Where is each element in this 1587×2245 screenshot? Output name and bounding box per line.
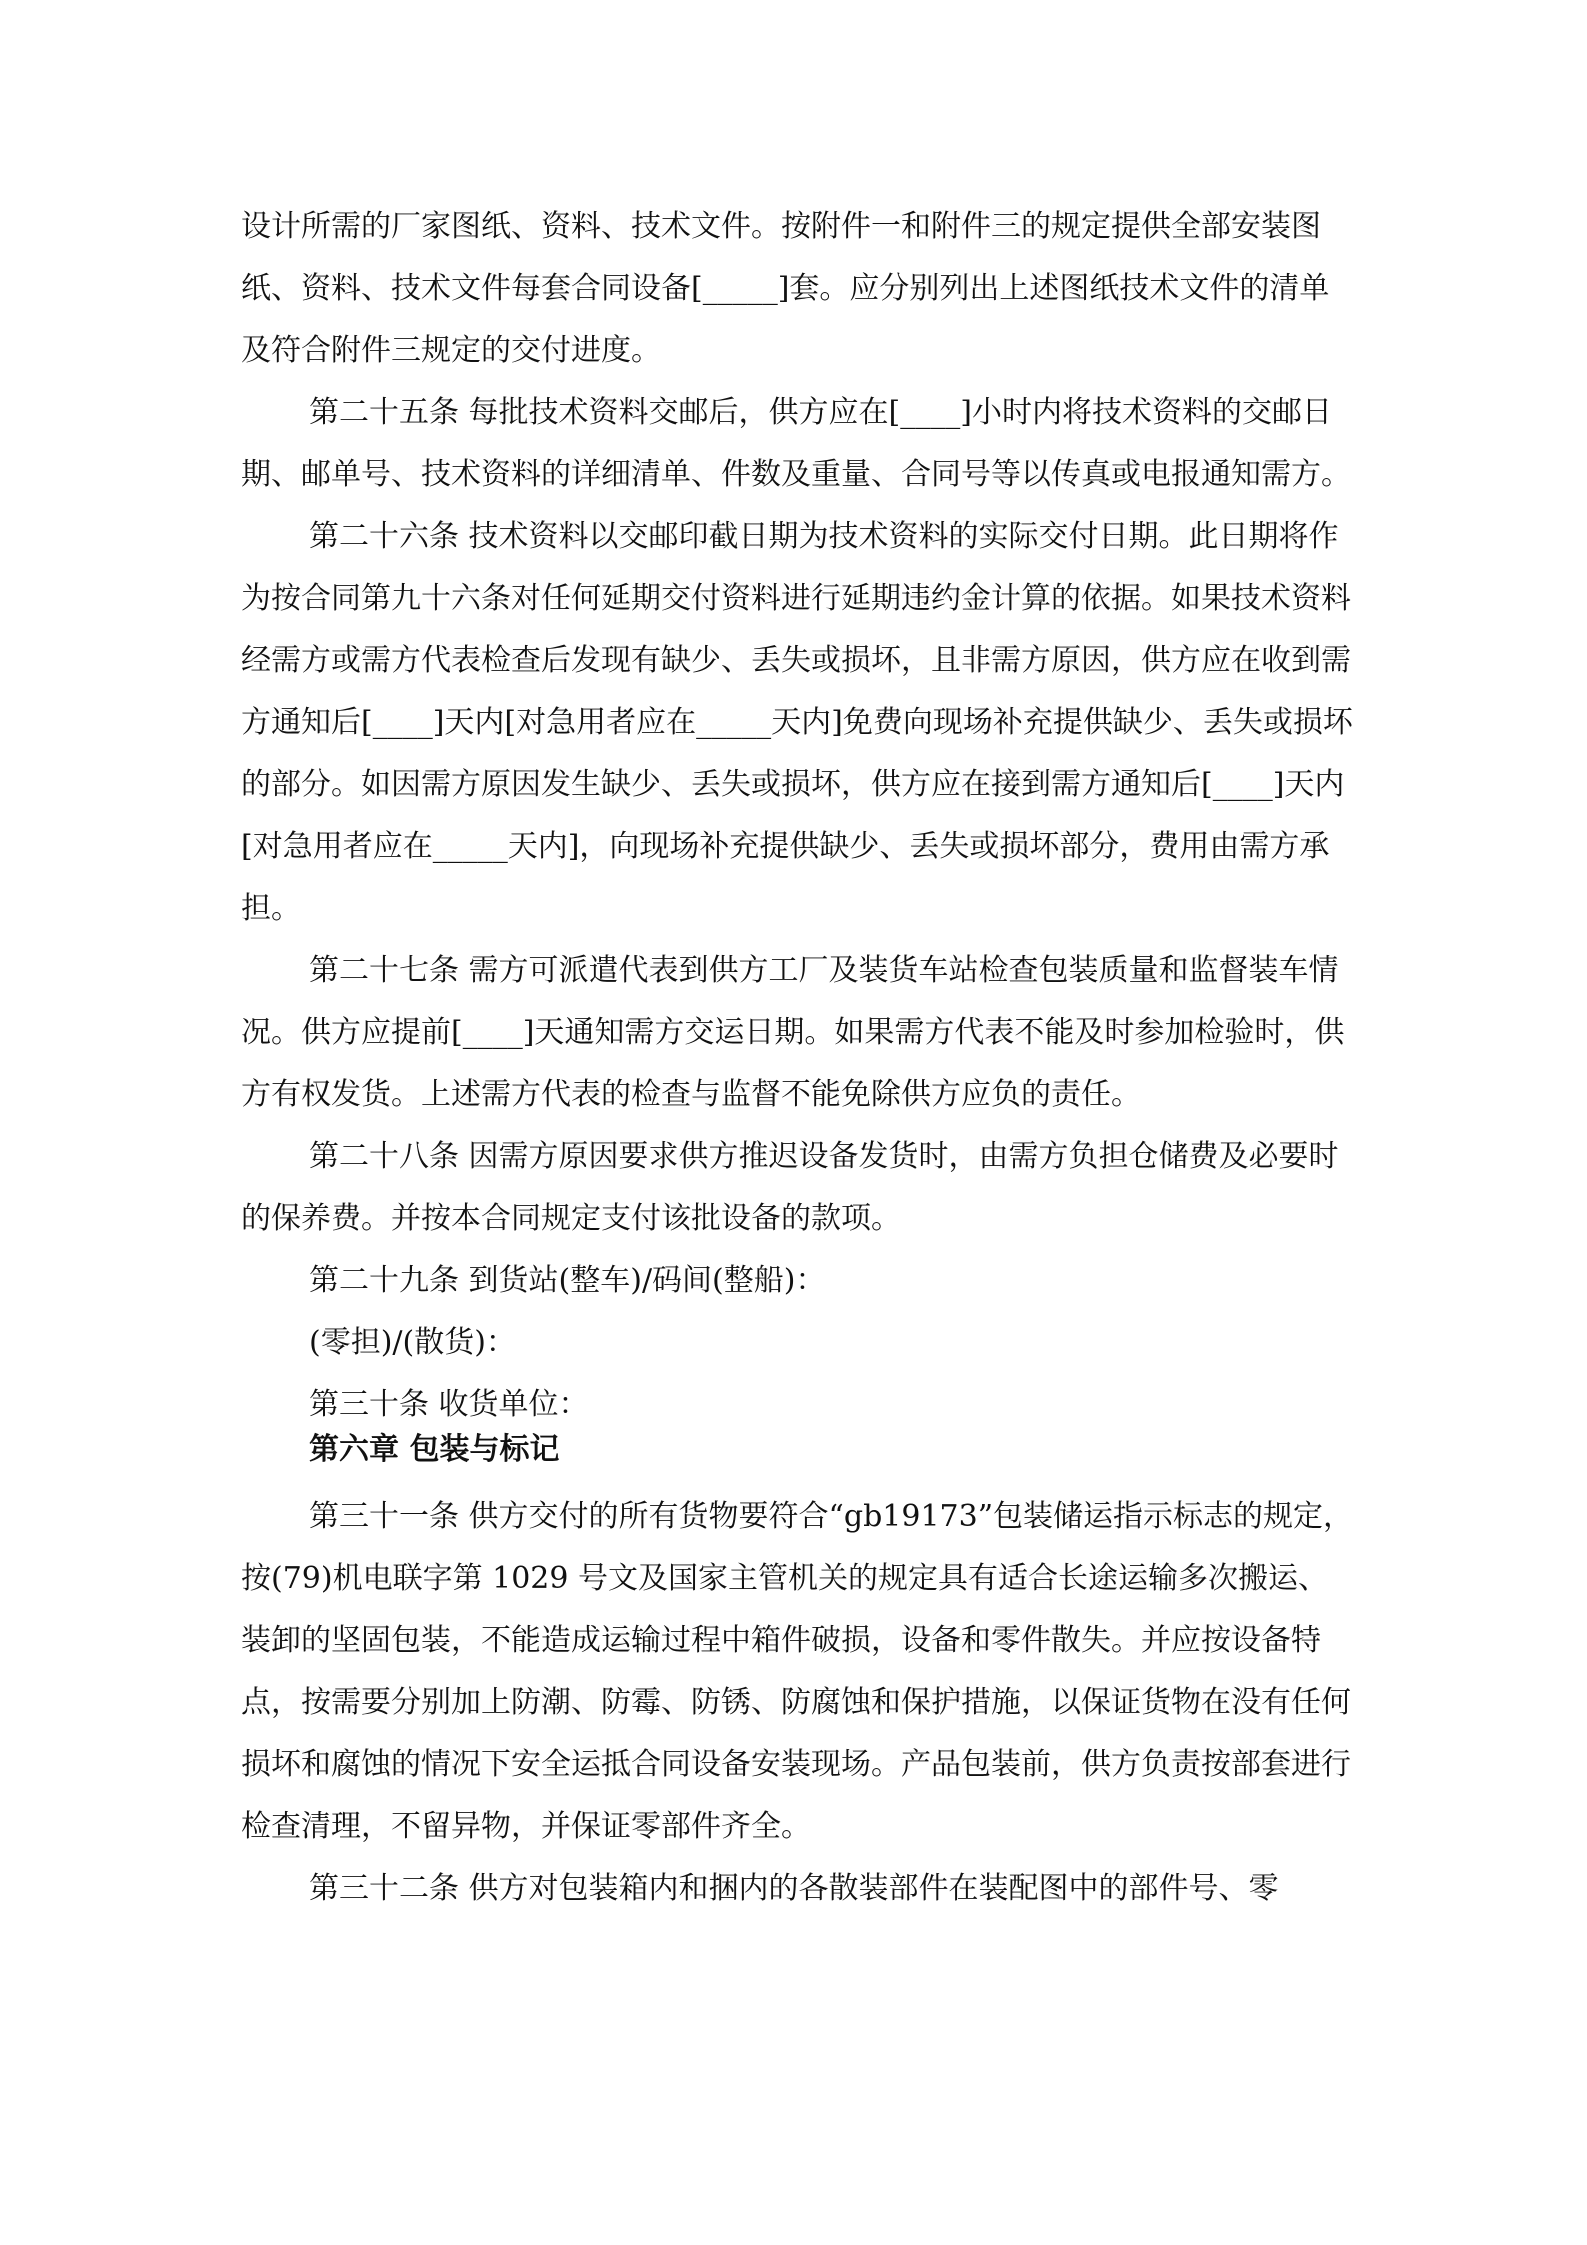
article-29-subline: (零担)/(散货)：: [309, 1325, 516, 1360]
article-28: 第二十八条 因需方原因要求供方推迟设备发货时，由需方负担仓储费及必要时的保养费。并按本合同规定支付该批设备的款项。: [241, 1139, 1339, 1236]
article-30: 第三十条 收货单位：: [309, 1387, 589, 1422]
document-body: [241, 196, 1354, 1920]
article-26: 第二十六条 技术资料以交邮印截日期为技术资料的实际交付日期。此日期将作为按合同第九十六条对任何延期交付资料进行延期违约金计算的依据。如果技术资料经需方或需方代表检查后发现有缺少、丢失或损坏，且非需方原因，供方应在收到需方通知后[____]天内[对急用者应在_____天内]免费向现场补充提供缺少、丢失或损坏的部分。如因需方原因发生缺少、丢失或损坏，供方应在接到需方通知后[____]天内[对急用者应在_____天内]，向现场补充提供缺少、丢失或损坏部分，费用由需方承担。: [241, 519, 1353, 926]
paragraph-continuation: 设计所需的厂家图纸、资料、技术文件。按附件一和附件三的规定提供全部安装图纸、资料、技术文件每套合同设备[_____]套。应分别列出上述图纸技术文件的清单及符合附件三规定的交付进度。: [241, 209, 1330, 368]
article-27: 第二十七条 需方可派遣代表到供方工厂及装货车站检查包装质量和监督装车情况。供方应提前[____]天通知需方交运日期。如果需方代表不能及时参加检验时，供方有权发货。上述需方代表的检查与监督不能免除供方应负的责任。: [241, 953, 1345, 1112]
chapter-title: 第六章 包装与标记: [309, 1432, 560, 1467]
article-29: 第二十九条 到货站(整车)/码间(整船)：: [309, 1263, 826, 1298]
article-31: 第三十一条 供方交付的所有货物要符合“gb19173”包装储运指示标志的规定，按(79)机电联字第 1029 号文及国家主管机关的规定具有适合长途运输多次搬运、装卸的坚固包装，不能造成运输过程中箱件破损，设备和零件散失。并应按设备特点，按需要分别加上防潮、防霉、防锈、防腐蚀和保护措施，以保证货物在没有任何损坏和腐蚀的情况下安全运抵合同设备安装现场。产品包装前，供方负责按部套进行检查清理，不留异物，并保证零部件齐全。: [241, 1499, 1354, 1844]
article-32: 第三十二条 供方对包装箱内和捆内的各散装部件在装配图中的部件号、零: [309, 1871, 1279, 1906]
article-25: 第二十五条 每批技术资料交邮后，供方应在[____]小时内将技术资料的交邮日期、邮单号、技术资料的详细清单、件数及重量、合同号等以传真或电报通知需方。: [241, 395, 1351, 492]
